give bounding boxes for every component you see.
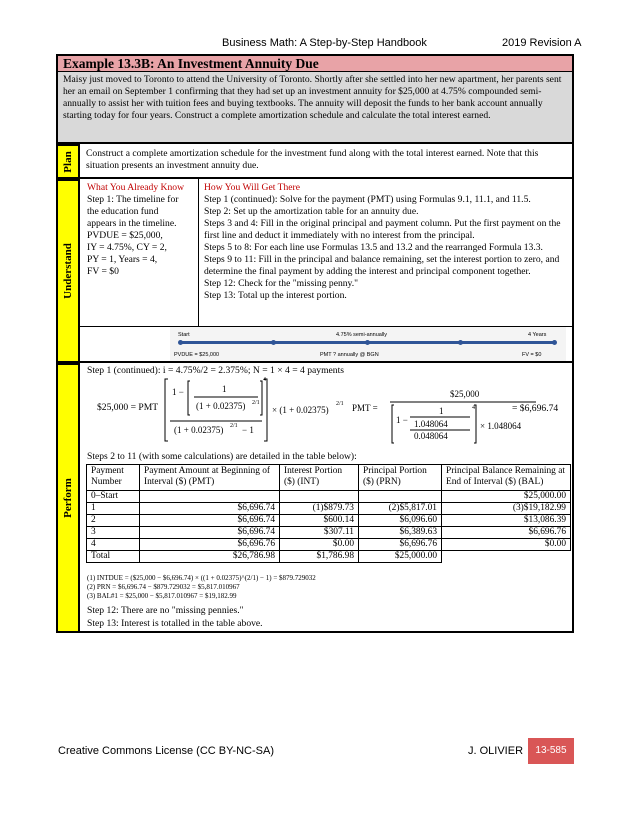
- how-line: Step 1 (continued): Solve for the payment (PMT) using Formulas 9.1, 11.1, and 11.5.: [204, 194, 531, 205]
- understand-label: Understand: [62, 243, 74, 299]
- known-line: IY = 4.75%, CY = 2,: [87, 242, 167, 253]
- how-line: Step 12: Check for the "missing penny.": [204, 278, 359, 289]
- known-line: the education fund: [87, 206, 159, 217]
- calc-note: (3) BAL#1 = $25,000 − $5,817.010967 = $19,182.99: [87, 592, 237, 600]
- svg-text:2/1: 2/1: [252, 400, 260, 406]
- svg-text:4: 4: [472, 405, 475, 411]
- step13-text: Step 13: Interest is totalled in the table above.: [87, 618, 263, 629]
- timeline-fv: FV = $0: [522, 352, 542, 358]
- how-list: [204, 194, 568, 302]
- table-cell: $6,696.76: [442, 527, 571, 539]
- table-cell: $26,786.98: [140, 551, 280, 563]
- header-revision: 2019 Revision A: [502, 37, 582, 49]
- col-header-pmt: Payment Amount at Beginning of Interval ($) (PMT): [140, 465, 280, 491]
- how-line: Step 13: Total up the interest portion.: [204, 290, 347, 301]
- how-line: Steps 9 to 11: Fill in the principal and balance remaining, set the interest portion to zero, and determine the final payment by adding the interest and principal component together.: [204, 254, 560, 277]
- svg-text:$25,000: $25,000: [450, 389, 480, 399]
- table-cell: $1,786.98: [280, 551, 359, 563]
- table-cell: [280, 491, 359, 503]
- table-cell: (2)$5,817.01: [359, 503, 442, 515]
- pmt-result: = $6,696.74: [512, 403, 559, 414]
- table-cell: $6,696.74: [140, 503, 280, 515]
- page-number-badge: 13-585: [528, 738, 574, 764]
- how-title: How You Will Get There: [204, 182, 300, 193]
- table-cell: (1)$879.73: [280, 503, 359, 515]
- table-row-total: [87, 551, 571, 563]
- svg-text:4: 4: [263, 377, 266, 383]
- table-cell: $600.14: [280, 515, 359, 527]
- timeline-start: Start: [178, 332, 190, 338]
- timeline-end: 4 Years: [528, 332, 547, 338]
- perform-side-label: [56, 363, 80, 633]
- how-line: Step 2: Set up the amortization table for an annuity due.: [204, 206, 419, 217]
- table-cell: $25,000.00: [359, 551, 442, 563]
- svg-text:PMT =: PMT =: [352, 403, 378, 413]
- equation-left-lhs: $25,000 = PMT: [97, 402, 159, 413]
- steps-2-11-text: Steps 2 to 11 (with some calculations) are detailed in the table below):: [87, 451, 357, 462]
- svg-text:(1 + 0.02375): (1 + 0.02375): [174, 425, 224, 435]
- known-list: [87, 194, 195, 278]
- calc-note: (2) PRN = $6,696.74 − $879.729032 = $5,817.010967: [87, 583, 240, 591]
- svg-text:2/1: 2/1: [336, 401, 344, 407]
- table-row: [87, 515, 571, 527]
- plan-side-label: [56, 144, 80, 179]
- table-cell: $0.00: [442, 539, 571, 551]
- svg-text:0.048064: 0.048064: [414, 431, 448, 441]
- table-cell: [359, 491, 442, 503]
- known-line: PY = 1, Years = 4,: [87, 254, 158, 265]
- amortization-table: [86, 464, 571, 563]
- known-line: appears in the timeline.: [87, 218, 177, 229]
- table-row: [87, 527, 571, 539]
- col-header-prn: Principal Portion ($) (PRN): [359, 465, 442, 491]
- timeline-tick: [552, 340, 557, 345]
- table-cell: 1: [87, 503, 140, 515]
- example-title-bar: [56, 54, 574, 72]
- svg-text:1: 1: [439, 406, 444, 416]
- step12-text: Step 12: There are no "missing pennies.": [87, 605, 244, 616]
- timeline: [170, 327, 566, 361]
- table-cell: [140, 491, 280, 503]
- timeline-rate: 4.75% semi-annually: [336, 332, 388, 338]
- table-cell: $25,000.00: [442, 491, 571, 503]
- table-cell: 0–Start: [87, 491, 140, 503]
- plan-label: Plan: [62, 150, 74, 173]
- how-line: Steps 3 and 4: Fill in the original principal and payment column. Put the first payment on the first line and deduct it immediately with no interest from the principal.: [204, 218, 561, 241]
- col-header-int: Interest Portion ($) (INT): [280, 465, 359, 491]
- table-row: [87, 503, 571, 515]
- svg-text:× 1.048064: × 1.048064: [480, 421, 522, 431]
- table-cell: (3)$19,182.99: [442, 503, 571, 515]
- header-title: Business Math: A Step-by-Step Handbook: [222, 37, 427, 49]
- table-cell: Total: [87, 551, 140, 563]
- svg-text:1: 1: [222, 384, 227, 394]
- table-header-row: [87, 465, 571, 491]
- known-line: Step 1: The timeline for: [87, 194, 179, 205]
- svg-text:× (1 + 0.02375): × (1 + 0.02375): [272, 405, 329, 415]
- svg-text:(1 + 0.02375): (1 + 0.02375): [196, 401, 246, 411]
- footer-author: J. OLIVIER: [468, 745, 524, 757]
- table-cell: $6,696.76: [140, 539, 280, 551]
- table-cell: $6,696.76: [359, 539, 442, 551]
- table-cell: $307.11: [280, 527, 359, 539]
- svg-text:1 −: 1 −: [396, 415, 408, 425]
- calc-note: (1) INTDUE = ($25,000 − $6,696.74) × ((1 + 0.02375)^(2/1) − 1) = $879.729032: [87, 574, 316, 582]
- table-cell: $6,096.60: [359, 515, 442, 527]
- table-cell: $6,696.74: [140, 527, 280, 539]
- example-title: Example 13.3B: An Investment Annuity Due: [63, 56, 319, 71]
- understand-section: [80, 179, 574, 363]
- svg-text:1.048064: 1.048064: [414, 419, 448, 429]
- timeline-tick: [365, 340, 370, 345]
- table-cell: 2: [87, 515, 140, 527]
- table-row: [87, 539, 571, 551]
- calc-notes: [87, 574, 316, 601]
- timeline-pmt: PMT ? annually @ BGN: [320, 352, 379, 358]
- timeline-pv: PVDUE = $25,000: [174, 352, 220, 358]
- table-cell: $0.00: [280, 539, 359, 551]
- svg-text:1 −: 1 −: [172, 387, 184, 397]
- known-line: FV = $0: [87, 266, 119, 277]
- col-header-payment-number: Payment Number: [87, 465, 140, 491]
- footer-license: Creative Commons License (CC BY-NC-SA): [58, 745, 274, 757]
- table-row: [87, 491, 571, 503]
- known-line: PVDUE = $25,000,: [87, 230, 163, 241]
- table-cell: 4: [87, 539, 140, 551]
- col-header-bal: Principal Balance Remaining at End of Interval ($) (BAL): [442, 465, 571, 491]
- table-cell: [442, 551, 571, 563]
- plan-section: Construct a complete amortization schedule for the investment fund along with the total interest earned. Note that this situation presents an investment annuity due.: [80, 144, 574, 179]
- timeline-tick: [178, 340, 183, 345]
- timeline-tick: [458, 340, 463, 345]
- timeline-tick: [271, 340, 276, 345]
- perform-label: Perform: [62, 478, 74, 518]
- table-cell: $6,389.63: [359, 527, 442, 539]
- intro-text: Maisy just moved to Toronto to attend the University of Toronto. Shortly after she settled into her new apartment, her parents sent her an email on September 1 confirming that they had set up an investment annuity for $25,000 at 4.75% compounded semi-annually to assist her with tuition fees and buying textbooks. The annuity will deposit the funds to her bank account annually starting today for four years. Construct a complete amortization schedule and calculate the total interest earned.: [56, 72, 574, 144]
- svg-text:− 1: − 1: [242, 425, 254, 435]
- table-cell: $6,696.74: [140, 515, 280, 527]
- understand-side-label: [56, 179, 80, 363]
- svg-text:2/1: 2/1: [230, 423, 238, 429]
- how-line: Steps 5 to 8: For each line use Formulas 13.5 and 13.2 and the rearranged Formula 13.3.: [204, 242, 543, 253]
- step1-text: Step 1 (continued): i = 4.75%/2 = 2.375%; N = 1 × 4 = 4 payments: [87, 365, 345, 376]
- known-title: What You Already Know: [87, 182, 184, 193]
- table-cell: $13,086.39: [442, 515, 571, 527]
- table-cell: 3: [87, 527, 140, 539]
